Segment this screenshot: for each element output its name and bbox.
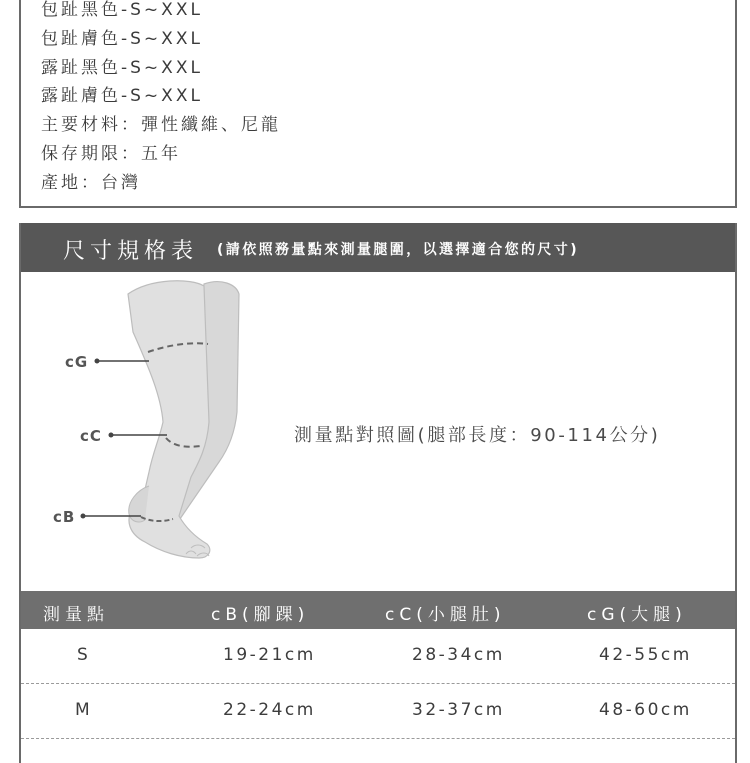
spec-line-nude-open-toe: 露趾膚色-S~XXL	[41, 86, 203, 106]
cell-cC: 32-37cm	[412, 700, 505, 720]
diagram-caption: 測量點對照圖(腿部長度：90-114公分)	[294, 425, 661, 446]
size-chart-title: 尺寸規格表	[63, 239, 199, 264]
spec-line-nude-closed-toe: 包趾膚色-S~XXL	[41, 29, 203, 49]
cell-cB: 22-24cm	[223, 700, 316, 720]
header-cC: cC(小腿肚)	[385, 605, 506, 625]
cell-size: S	[77, 645, 91, 665]
spec-line-origin: 產地：台灣	[41, 173, 141, 193]
table-row	[21, 629, 735, 684]
leg-measurement-diagram-icon	[21, 272, 321, 590]
label-cC: cC	[80, 427, 102, 445]
spec-line-black-closed-toe: 包趾黑色-S~XXL	[41, 0, 203, 20]
spec-line-shelf-life: 保存期限：五年	[41, 144, 181, 164]
header-measure-point: 測量點	[43, 605, 109, 625]
table-row	[21, 684, 735, 739]
product-spec-box	[19, 0, 737, 208]
cell-cB: 19-21cm	[223, 645, 316, 665]
cell-cC: 28-34cm	[412, 645, 505, 665]
label-cB: cB	[53, 508, 76, 526]
cell-cG: 48-60cm	[599, 700, 692, 720]
size-chart-section	[19, 223, 737, 763]
spec-line-black-open-toe: 露趾黑色-S~XXL	[41, 58, 203, 78]
header-cG: cG(大腿)	[587, 605, 687, 625]
size-chart-subtitle: (請依照務量點來測量腿圍，以選擇適合您的尺寸)	[217, 242, 579, 258]
header-cB: cB(腳踝)	[211, 605, 310, 625]
size-chart-title-bar	[21, 223, 735, 272]
cell-cG: 42-55cm	[599, 645, 692, 665]
label-cG: cG	[65, 353, 89, 371]
spec-line-material: 主要材料：彈性纖維、尼龍	[41, 115, 281, 135]
size-table-header	[21, 591, 735, 629]
cell-size: M	[75, 700, 93, 720]
